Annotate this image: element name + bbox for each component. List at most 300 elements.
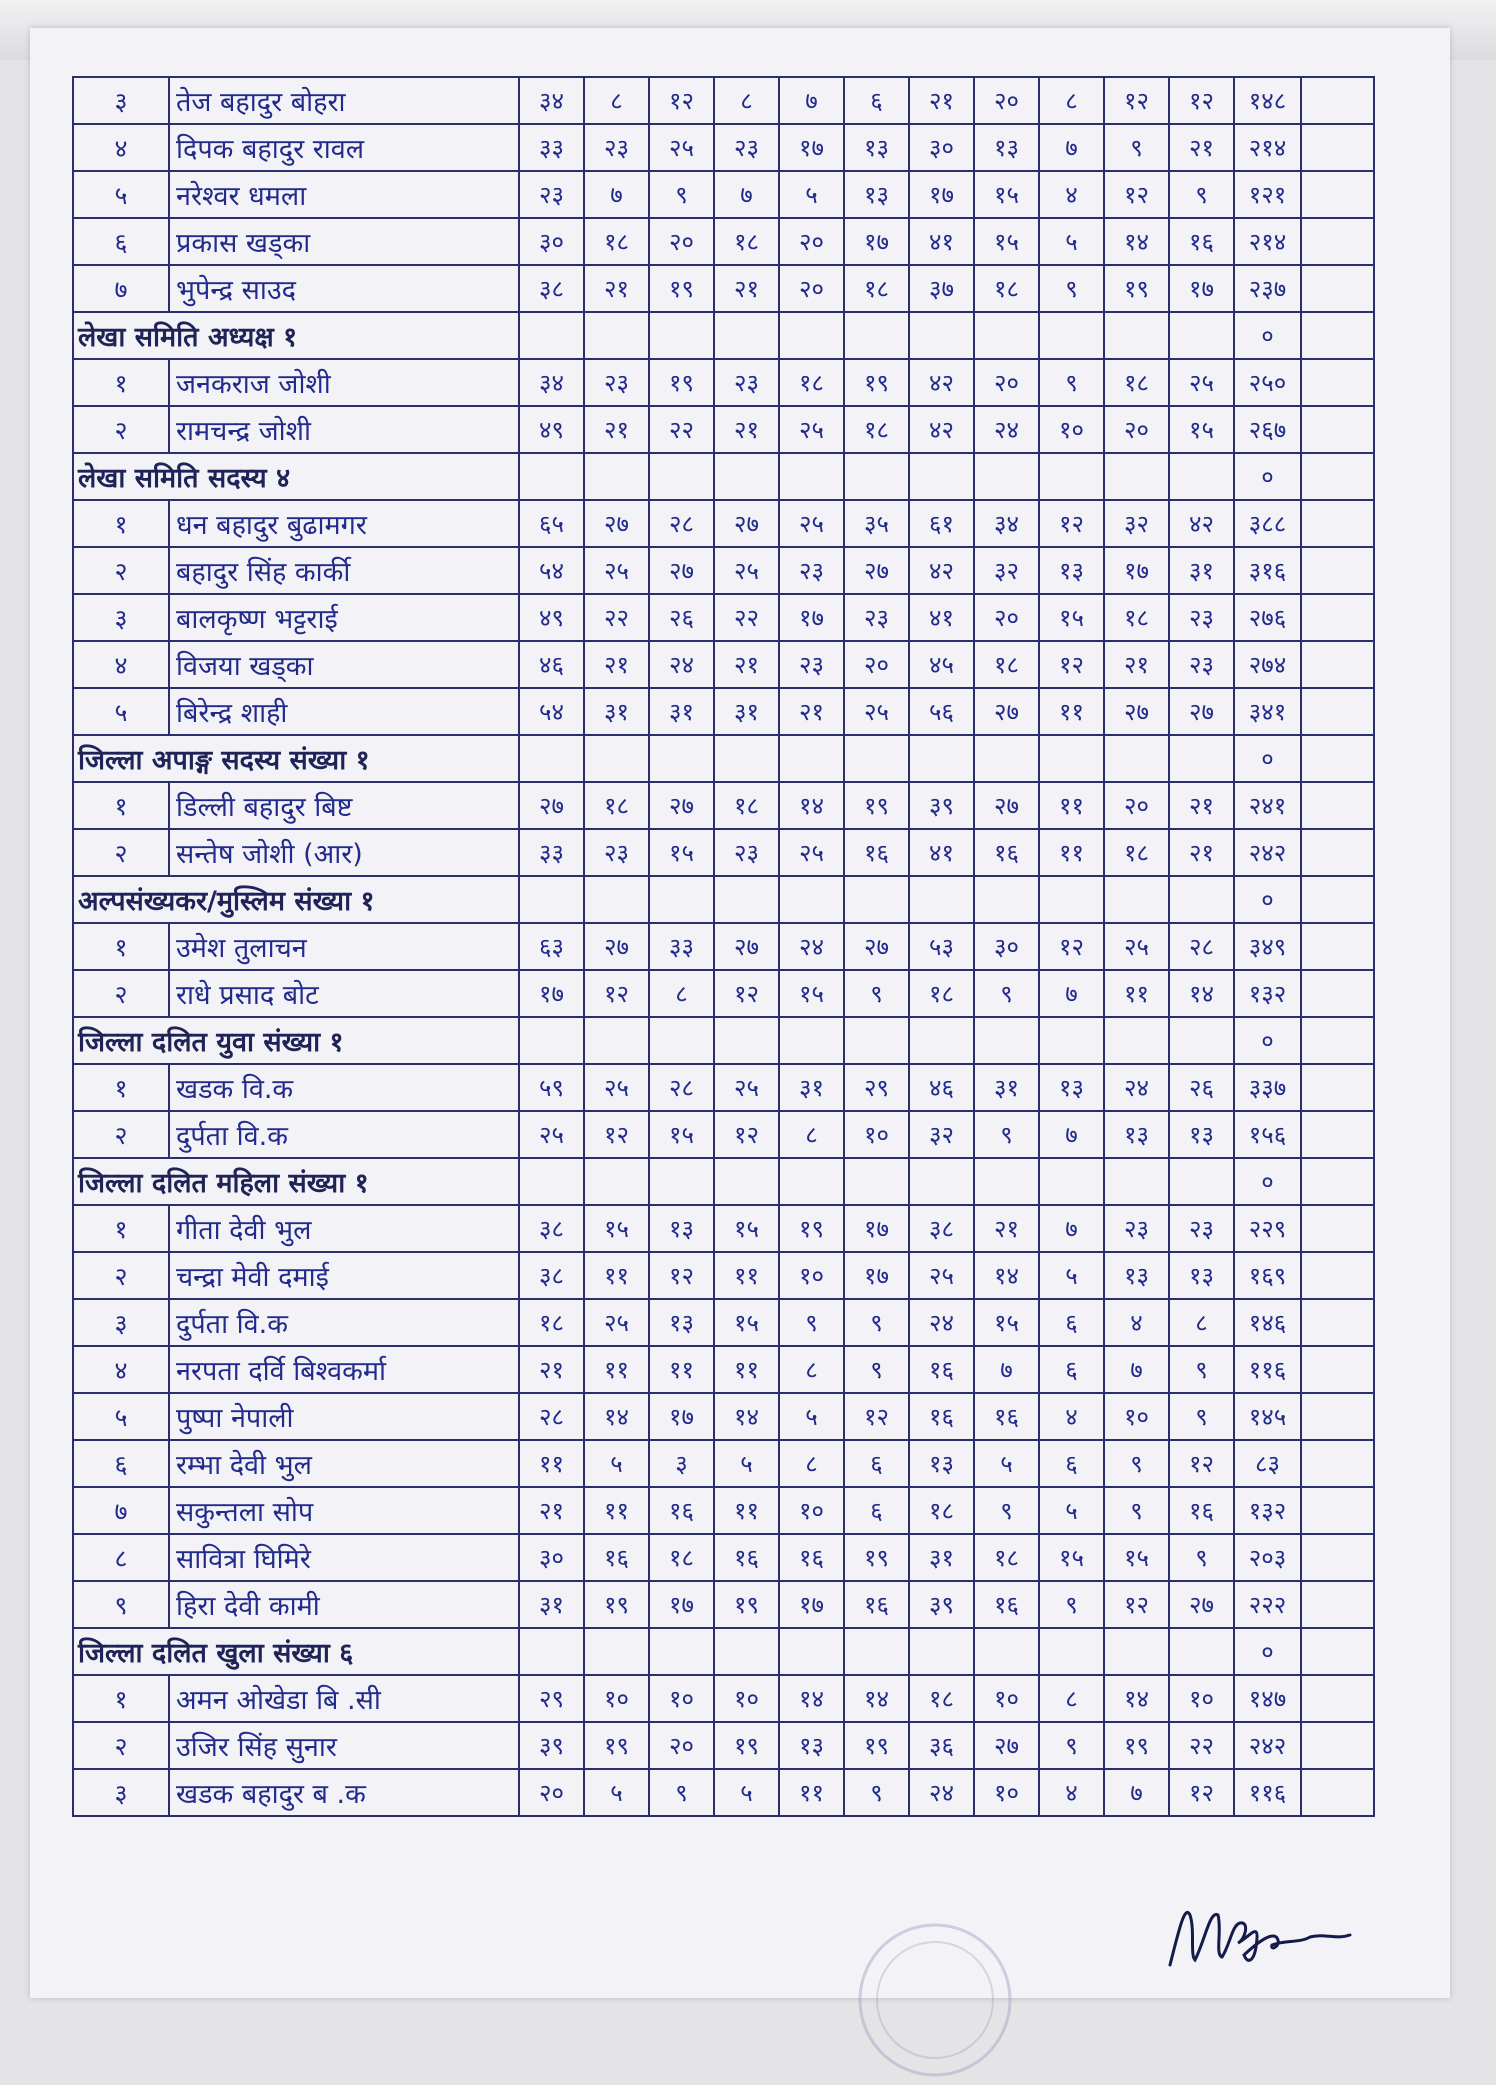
remarks-cell bbox=[1301, 829, 1374, 876]
vote-total: १३२ bbox=[1234, 1487, 1301, 1534]
empty-cell bbox=[909, 735, 974, 782]
remarks-cell bbox=[1301, 124, 1374, 171]
remarks-cell bbox=[1301, 735, 1374, 782]
remarks-cell bbox=[1301, 1440, 1374, 1487]
empty-cell bbox=[584, 735, 649, 782]
table-body bbox=[73, 77, 1374, 1816]
vote-count: १८ bbox=[714, 782, 779, 829]
vote-count: २१ bbox=[974, 1205, 1039, 1252]
candidate-row bbox=[73, 1205, 1374, 1252]
vote-count: १४ bbox=[844, 1675, 909, 1722]
vote-count: १० bbox=[649, 1675, 714, 1722]
vote-count: १३ bbox=[1104, 1111, 1169, 1158]
vote-count: १९ bbox=[584, 1722, 649, 1769]
vote-count: २८ bbox=[649, 500, 714, 547]
candidate-name: राधे प्रसाद बोट bbox=[169, 970, 519, 1017]
empty-cell bbox=[1104, 1017, 1169, 1064]
vote-count: २८ bbox=[1169, 923, 1234, 970]
vote-count: ८ bbox=[1169, 1299, 1234, 1346]
vote-count: ३१ bbox=[714, 688, 779, 735]
candidate-name: खडक वि.क bbox=[169, 1064, 519, 1111]
empty-cell bbox=[1039, 1017, 1104, 1064]
empty-cell bbox=[1104, 735, 1169, 782]
handwritten-signature bbox=[1160, 1885, 1360, 1985]
vote-count: ३८ bbox=[519, 1205, 584, 1252]
empty-cell bbox=[714, 735, 779, 782]
vote-count: ६१ bbox=[909, 500, 974, 547]
vote-count: ४९ bbox=[519, 594, 584, 641]
candidate-name: उमेश तुलाचन bbox=[169, 923, 519, 970]
serial-number: २ bbox=[73, 1111, 169, 1158]
vote-count: १२ bbox=[1039, 641, 1104, 688]
vote-count: ११ bbox=[714, 1346, 779, 1393]
empty-cell bbox=[909, 312, 974, 359]
vote-count: २२ bbox=[649, 406, 714, 453]
vote-count: १५ bbox=[584, 1205, 649, 1252]
candidate-name: दुर्पता वि.क bbox=[169, 1299, 519, 1346]
remarks-cell bbox=[1301, 1017, 1374, 1064]
vote-total: १४८ bbox=[1234, 77, 1301, 124]
empty-cell bbox=[1104, 1628, 1169, 1675]
vote-count: १४ bbox=[584, 1393, 649, 1440]
vote-count: १४ bbox=[714, 1393, 779, 1440]
vote-count: ९ bbox=[1169, 1346, 1234, 1393]
section-header-row bbox=[73, 1628, 1374, 1675]
empty-cell bbox=[974, 1017, 1039, 1064]
section-title: लेखा समिति सदस्य ४ bbox=[73, 453, 519, 500]
vote-count: १६ bbox=[1169, 1487, 1234, 1534]
vote-total: २५० bbox=[1234, 359, 1301, 406]
vote-count: ३२ bbox=[974, 547, 1039, 594]
empty-cell bbox=[1169, 1017, 1234, 1064]
vote-count: ७ bbox=[1039, 1205, 1104, 1252]
vote-count: ९ bbox=[844, 1299, 909, 1346]
vote-total: १२१ bbox=[1234, 171, 1301, 218]
vote-total: १४५ bbox=[1234, 1393, 1301, 1440]
remarks-cell bbox=[1301, 1581, 1374, 1628]
candidate-name: बहादुर सिंह कार्की bbox=[169, 547, 519, 594]
vote-count: ९ bbox=[649, 171, 714, 218]
vote-count: २० bbox=[974, 77, 1039, 124]
vote-count: १० bbox=[1039, 406, 1104, 453]
serial-number: ८ bbox=[73, 1534, 169, 1581]
vote-count: ९ bbox=[1169, 171, 1234, 218]
vote-count: १३ bbox=[974, 124, 1039, 171]
vote-total: २२९ bbox=[1234, 1205, 1301, 1252]
vote-count: १७ bbox=[1104, 547, 1169, 594]
vote-count: १७ bbox=[1169, 265, 1234, 312]
section-title: लेखा समिति अध्यक्ष १ bbox=[73, 312, 519, 359]
candidate-name: सकुन्तला सोप bbox=[169, 1487, 519, 1534]
empty-cell bbox=[1039, 1628, 1104, 1675]
candidate-name: चन्द्रा मेवी दमाई bbox=[169, 1252, 519, 1299]
vote-count: १२ bbox=[714, 970, 779, 1017]
serial-number: १ bbox=[73, 1675, 169, 1722]
empty-cell bbox=[974, 735, 1039, 782]
candidate-row bbox=[73, 1299, 1374, 1346]
vote-count: १६ bbox=[974, 1581, 1039, 1628]
faded-stamp bbox=[850, 1915, 1020, 2085]
vote-count: ७ bbox=[1039, 1111, 1104, 1158]
vote-count: २७ bbox=[844, 923, 909, 970]
vote-count: ५ bbox=[714, 1769, 779, 1816]
vote-count: १० bbox=[779, 1487, 844, 1534]
serial-number: २ bbox=[73, 547, 169, 594]
serial-number: ६ bbox=[73, 218, 169, 265]
vote-count: १७ bbox=[844, 1205, 909, 1252]
vote-count: २५ bbox=[1104, 923, 1169, 970]
vote-count: १६ bbox=[1169, 218, 1234, 265]
section-title: जिल्ला दलित महिला संख्या १ bbox=[73, 1158, 519, 1205]
vote-count: १८ bbox=[844, 406, 909, 453]
remarks-cell bbox=[1301, 782, 1374, 829]
remarks-cell bbox=[1301, 1252, 1374, 1299]
vote-count: १८ bbox=[1104, 594, 1169, 641]
candidate-row bbox=[73, 1393, 1374, 1440]
candidate-name: जनकराज जोशी bbox=[169, 359, 519, 406]
candidate-name: हिरा देवी कामी bbox=[169, 1581, 519, 1628]
candidate-row bbox=[73, 970, 1374, 1017]
candidate-row bbox=[73, 1769, 1374, 1816]
empty-cell bbox=[584, 312, 649, 359]
vote-count: १६ bbox=[779, 1534, 844, 1581]
empty-cell bbox=[1169, 1158, 1234, 1205]
vote-count: ३५ bbox=[844, 500, 909, 547]
empty-cell bbox=[974, 876, 1039, 923]
candidate-row bbox=[73, 171, 1374, 218]
empty-cell bbox=[909, 876, 974, 923]
remarks-cell bbox=[1301, 970, 1374, 1017]
vote-count: २३ bbox=[714, 359, 779, 406]
serial-number: १ bbox=[73, 923, 169, 970]
vote-count: ६ bbox=[844, 1440, 909, 1487]
vote-count: २४ bbox=[974, 406, 1039, 453]
remarks-cell bbox=[1301, 923, 1374, 970]
vote-count: १३ bbox=[1104, 1252, 1169, 1299]
vote-total: १४७ bbox=[1234, 1675, 1301, 1722]
section-header-row bbox=[73, 735, 1374, 782]
remarks-cell bbox=[1301, 218, 1374, 265]
vote-count: २७ bbox=[1169, 688, 1234, 735]
vote-count: १५ bbox=[1169, 406, 1234, 453]
candidate-name: खडक बहादुर ब .क bbox=[169, 1769, 519, 1816]
vote-count: ३१ bbox=[649, 688, 714, 735]
vote-count: १२ bbox=[1104, 77, 1169, 124]
remarks-cell bbox=[1301, 77, 1374, 124]
vote-count: २५ bbox=[584, 547, 649, 594]
vote-count: ६ bbox=[844, 77, 909, 124]
vote-count: २० bbox=[974, 594, 1039, 641]
empty-cell bbox=[974, 453, 1039, 500]
vote-count: ३९ bbox=[519, 1722, 584, 1769]
vote-count: १७ bbox=[649, 1393, 714, 1440]
vote-count: ४५ bbox=[909, 641, 974, 688]
vote-count: १७ bbox=[779, 1581, 844, 1628]
vote-count: ३२ bbox=[1104, 500, 1169, 547]
vote-count: ९ bbox=[1039, 1722, 1104, 1769]
empty-cell bbox=[779, 735, 844, 782]
candidate-name: उजिर सिंह सुनार bbox=[169, 1722, 519, 1769]
candidate-name: सन्तेष जोशी (आर) bbox=[169, 829, 519, 876]
serial-number: ४ bbox=[73, 641, 169, 688]
vote-count: १० bbox=[779, 1252, 844, 1299]
vote-count: ४ bbox=[1039, 171, 1104, 218]
vote-count: ११ bbox=[1104, 970, 1169, 1017]
vote-count: ९ bbox=[1104, 1487, 1169, 1534]
vote-count: १८ bbox=[1104, 359, 1169, 406]
empty-cell bbox=[909, 1158, 974, 1205]
vote-count: १८ bbox=[714, 218, 779, 265]
vote-count: ९ bbox=[974, 1487, 1039, 1534]
vote-count: १० bbox=[584, 1675, 649, 1722]
vote-count: १४ bbox=[1104, 1675, 1169, 1722]
section-header-row bbox=[73, 1158, 1374, 1205]
vote-count: १९ bbox=[779, 1205, 844, 1252]
vote-count: १२ bbox=[1039, 923, 1104, 970]
vote-count: २१ bbox=[1169, 782, 1234, 829]
vote-count: २३ bbox=[714, 124, 779, 171]
vote-count: २५ bbox=[909, 1252, 974, 1299]
empty-cell bbox=[519, 1628, 584, 1675]
vote-count: ९ bbox=[1104, 1440, 1169, 1487]
serial-number: ५ bbox=[73, 688, 169, 735]
vote-count: ११ bbox=[1039, 829, 1104, 876]
vote-total: ३४१ bbox=[1234, 688, 1301, 735]
vote-count: २५ bbox=[649, 124, 714, 171]
vote-count: ८ bbox=[779, 1111, 844, 1158]
vote-count: २५ bbox=[779, 829, 844, 876]
empty-cell bbox=[844, 876, 909, 923]
empty-cell bbox=[1039, 735, 1104, 782]
vote-count: २१ bbox=[779, 688, 844, 735]
empty-cell bbox=[1169, 312, 1234, 359]
section-header-row bbox=[73, 876, 1374, 923]
empty-cell bbox=[1169, 735, 1234, 782]
vote-count: २९ bbox=[519, 1675, 584, 1722]
vote-count: ४२ bbox=[1169, 500, 1234, 547]
vote-count: ३१ bbox=[519, 1581, 584, 1628]
vote-count: २५ bbox=[714, 547, 779, 594]
serial-number: ९ bbox=[73, 1581, 169, 1628]
vote-count: १८ bbox=[974, 1534, 1039, 1581]
remarks-cell bbox=[1301, 171, 1374, 218]
vote-count: २३ bbox=[1169, 1205, 1234, 1252]
serial-number: ३ bbox=[73, 1769, 169, 1816]
vote-count: ५३ bbox=[909, 923, 974, 970]
vote-count: ७ bbox=[1104, 1769, 1169, 1816]
vote-count: ३७ bbox=[909, 265, 974, 312]
vote-count: १० bbox=[1169, 1675, 1234, 1722]
candidate-row bbox=[73, 1111, 1374, 1158]
remarks-cell bbox=[1301, 641, 1374, 688]
remarks-cell bbox=[1301, 1158, 1374, 1205]
vote-count: २७ bbox=[584, 923, 649, 970]
vote-count: ९ bbox=[649, 1769, 714, 1816]
vote-count: १२ bbox=[1104, 1581, 1169, 1628]
serial-number: २ bbox=[73, 406, 169, 453]
vote-count: १९ bbox=[1104, 265, 1169, 312]
empty-cell bbox=[649, 876, 714, 923]
serial-number: २ bbox=[73, 1252, 169, 1299]
vote-count: २१ bbox=[584, 406, 649, 453]
empty-cell bbox=[519, 735, 584, 782]
empty-cell bbox=[1039, 1158, 1104, 1205]
vote-count: २८ bbox=[649, 1064, 714, 1111]
vote-count: १३ bbox=[844, 124, 909, 171]
vote-count: १७ bbox=[519, 970, 584, 1017]
empty-cell bbox=[649, 1158, 714, 1205]
vote-count: २१ bbox=[519, 1346, 584, 1393]
vote-count: ८ bbox=[649, 970, 714, 1017]
vote-count: १५ bbox=[1104, 1534, 1169, 1581]
vote-count: २७ bbox=[649, 782, 714, 829]
candidate-row bbox=[73, 547, 1374, 594]
vote-count: ६३ bbox=[519, 923, 584, 970]
vote-total: ८३ bbox=[1234, 1440, 1301, 1487]
candidate-name: भुपेन्द्र साउद bbox=[169, 265, 519, 312]
vote-count: १२ bbox=[714, 1111, 779, 1158]
vote-count: ९ bbox=[1039, 359, 1104, 406]
vote-count: ३८ bbox=[909, 1205, 974, 1252]
empty-cell bbox=[519, 312, 584, 359]
vote-total: २४२ bbox=[1234, 829, 1301, 876]
vote-count: १० bbox=[974, 1769, 1039, 1816]
vote-count: १५ bbox=[974, 218, 1039, 265]
empty-cell bbox=[584, 453, 649, 500]
vote-count: १७ bbox=[844, 218, 909, 265]
vote-count: २१ bbox=[1169, 124, 1234, 171]
empty-cell bbox=[1169, 876, 1234, 923]
candidate-name: नरेश्वर धमला bbox=[169, 171, 519, 218]
vote-count: २९ bbox=[844, 1064, 909, 1111]
vote-count: ११ bbox=[519, 1440, 584, 1487]
candidate-row bbox=[73, 1722, 1374, 1769]
vote-total: ३४९ bbox=[1234, 923, 1301, 970]
vote-count: १६ bbox=[844, 829, 909, 876]
candidate-name: गीता देवी भुल bbox=[169, 1205, 519, 1252]
vote-total: ३३७ bbox=[1234, 1064, 1301, 1111]
vote-count: १९ bbox=[649, 265, 714, 312]
candidate-row bbox=[73, 641, 1374, 688]
candidate-row bbox=[73, 782, 1374, 829]
candidate-name: दिपक बहादुर रावल bbox=[169, 124, 519, 171]
vote-count: १९ bbox=[1104, 1722, 1169, 1769]
vote-count: १८ bbox=[909, 1487, 974, 1534]
vote-count: ७ bbox=[714, 171, 779, 218]
remarks-cell bbox=[1301, 1299, 1374, 1346]
vote-count: १२ bbox=[584, 1111, 649, 1158]
vote-count: १४ bbox=[779, 1675, 844, 1722]
vote-count: १५ bbox=[714, 1205, 779, 1252]
empty-cell bbox=[1104, 312, 1169, 359]
serial-number: ३ bbox=[73, 594, 169, 641]
vote-count: २१ bbox=[584, 641, 649, 688]
vote-count: १८ bbox=[584, 782, 649, 829]
vote-count: १३ bbox=[844, 171, 909, 218]
empty-cell bbox=[909, 1017, 974, 1064]
vote-count: २५ bbox=[844, 688, 909, 735]
remarks-cell bbox=[1301, 1675, 1374, 1722]
vote-count: २७ bbox=[974, 688, 1039, 735]
vote-total: २७४ bbox=[1234, 641, 1301, 688]
vote-count: २१ bbox=[714, 406, 779, 453]
vote-count: २१ bbox=[909, 77, 974, 124]
empty-cell bbox=[1169, 453, 1234, 500]
empty-cell bbox=[909, 453, 974, 500]
vote-count: ३९ bbox=[909, 1581, 974, 1628]
vote-count: ५४ bbox=[519, 688, 584, 735]
vote-total: १५६ bbox=[1234, 1111, 1301, 1158]
empty-cell bbox=[779, 1158, 844, 1205]
vote-count: ४१ bbox=[909, 594, 974, 641]
section-title: अल्पसंख्यकर/मुस्लिम संख्या १ bbox=[73, 876, 519, 923]
vote-total: २१४ bbox=[1234, 218, 1301, 265]
empty-cell bbox=[649, 312, 714, 359]
candidate-name: डिल्ली बहादुर बिष्ट bbox=[169, 782, 519, 829]
vote-count: ४२ bbox=[909, 406, 974, 453]
vote-count: २८ bbox=[519, 1393, 584, 1440]
vote-count: २७ bbox=[1169, 1581, 1234, 1628]
candidate-name: रामचन्द्र जोशी bbox=[169, 406, 519, 453]
vote-count: २३ bbox=[584, 359, 649, 406]
serial-number: ४ bbox=[73, 1346, 169, 1393]
vote-count: ४९ bbox=[519, 406, 584, 453]
empty-cell bbox=[714, 453, 779, 500]
vote-count: १५ bbox=[649, 829, 714, 876]
empty-cell bbox=[974, 1628, 1039, 1675]
vote-count: २० bbox=[649, 218, 714, 265]
vote-count: २५ bbox=[584, 1299, 649, 1346]
vote-count: १३ bbox=[1169, 1252, 1234, 1299]
empty-cell bbox=[844, 312, 909, 359]
vote-count: ५४ bbox=[519, 547, 584, 594]
empty-cell bbox=[909, 1628, 974, 1675]
empty-cell bbox=[1039, 453, 1104, 500]
vote-count: ९ bbox=[844, 970, 909, 1017]
section-total: ० bbox=[1234, 312, 1301, 359]
vote-count: १५ bbox=[1039, 594, 1104, 641]
vote-count: १२ bbox=[1039, 500, 1104, 547]
vote-count: ८ bbox=[714, 77, 779, 124]
vote-count: ३१ bbox=[974, 1064, 1039, 1111]
vote-count: १३ bbox=[1039, 547, 1104, 594]
vote-count: ३२ bbox=[909, 1111, 974, 1158]
vote-count: १८ bbox=[844, 265, 909, 312]
vote-count: ९ bbox=[974, 970, 1039, 1017]
vote-count: ११ bbox=[779, 1769, 844, 1816]
candidate-row bbox=[73, 1346, 1374, 1393]
vote-count: ३४ bbox=[519, 77, 584, 124]
vote-count: ९ bbox=[844, 1346, 909, 1393]
vote-count: १९ bbox=[714, 1581, 779, 1628]
vote-count: ९ bbox=[1169, 1393, 1234, 1440]
vote-count: ५९ bbox=[519, 1064, 584, 1111]
vote-count: ९ bbox=[1104, 124, 1169, 171]
candidate-row bbox=[73, 77, 1374, 124]
section-total: ० bbox=[1234, 1017, 1301, 1064]
remarks-cell bbox=[1301, 1487, 1374, 1534]
section-header-row bbox=[73, 312, 1374, 359]
candidate-name: बिरेन्द्र शाही bbox=[169, 688, 519, 735]
candidate-name: दुर्पता वि.क bbox=[169, 1111, 519, 1158]
empty-cell bbox=[779, 1628, 844, 1675]
empty-cell bbox=[584, 1628, 649, 1675]
candidate-row bbox=[73, 359, 1374, 406]
vote-count: ४१ bbox=[909, 829, 974, 876]
remarks-cell bbox=[1301, 1393, 1374, 1440]
vote-count: ३३ bbox=[649, 923, 714, 970]
section-header-row bbox=[73, 453, 1374, 500]
